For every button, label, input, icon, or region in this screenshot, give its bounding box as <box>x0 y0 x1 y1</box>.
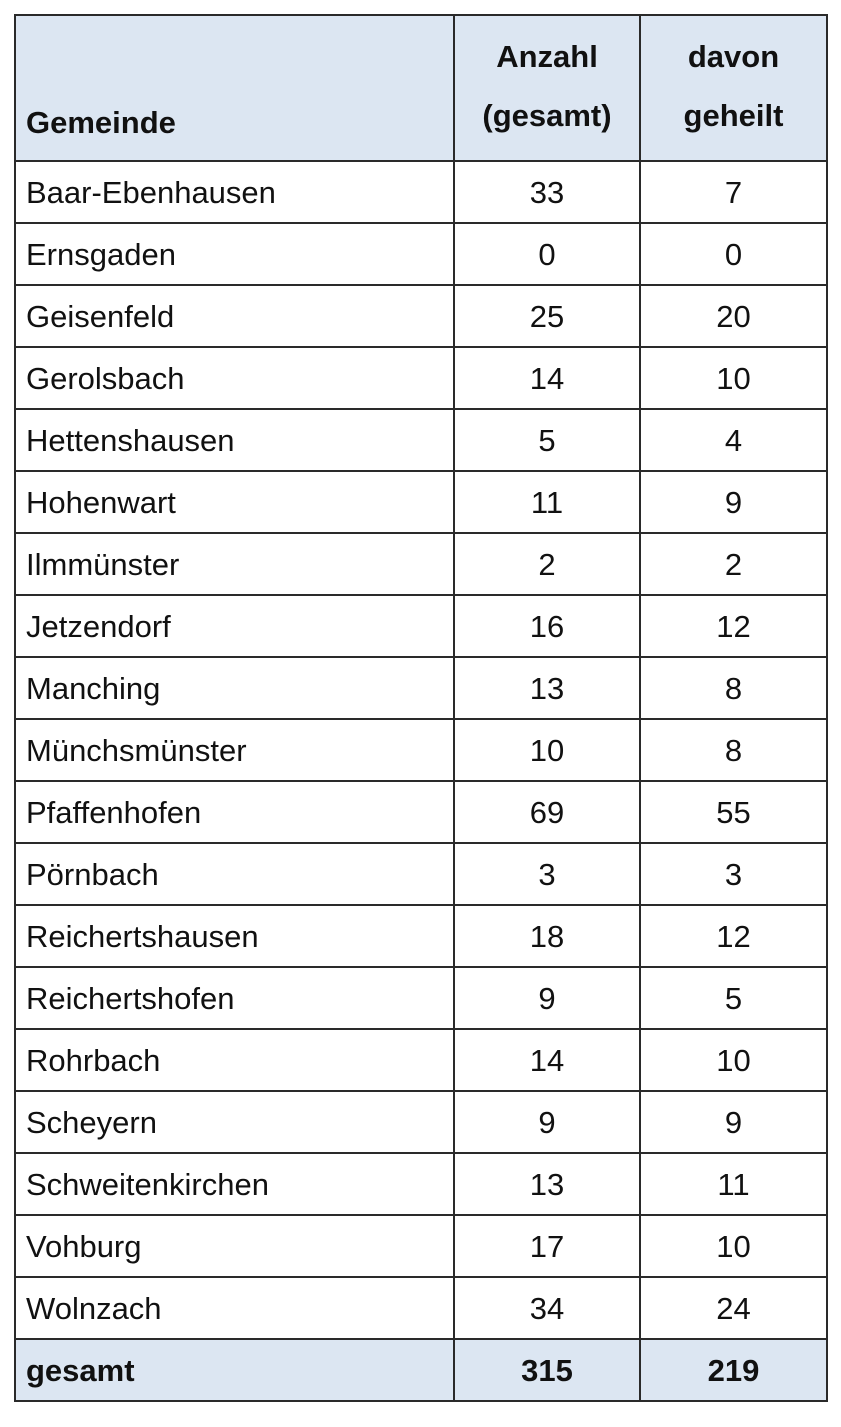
cell-geheilt: 24 <box>640 1277 827 1339</box>
table-row <box>15 843 827 905</box>
header-gemeinde: Gemeinde <box>15 15 454 161</box>
cell-gemeinde: Pfaffenhofen <box>15 781 454 843</box>
table-row <box>15 657 827 719</box>
cell-gemeinde: Ilmmünster <box>15 533 454 595</box>
table-container <box>14 14 828 1402</box>
cell-anzahl: 69 <box>454 781 640 843</box>
cell-geheilt: 8 <box>640 657 827 719</box>
cell-anzahl: 5 <box>454 409 640 471</box>
cell-anzahl: 13 <box>454 657 640 719</box>
cell-geheilt: 10 <box>640 1215 827 1277</box>
cell-gemeinde: Hohenwart <box>15 471 454 533</box>
cell-geheilt: 11 <box>640 1153 827 1215</box>
table-row <box>15 161 827 223</box>
total-row <box>15 1339 827 1401</box>
cell-gemeinde: Scheyern <box>15 1091 454 1153</box>
cell-gemeinde: Geisenfeld <box>15 285 454 347</box>
table-row <box>15 1091 827 1153</box>
cell-geheilt: 20 <box>640 285 827 347</box>
table-row <box>15 533 827 595</box>
header-anzahl-line1: Anzahl <box>496 39 598 75</box>
table-row <box>15 905 827 967</box>
cell-anzahl: 18 <box>454 905 640 967</box>
cell-geheilt: 9 <box>640 1091 827 1153</box>
cell-geheilt: 12 <box>640 595 827 657</box>
table-row <box>15 285 827 347</box>
cell-geheilt: 8 <box>640 719 827 781</box>
cell-anzahl: 25 <box>454 285 640 347</box>
cell-gemeinde: Reichertshofen <box>15 967 454 1029</box>
table-row <box>15 1215 827 1277</box>
cell-gemeinde: Manching <box>15 657 454 719</box>
header-geheilt <box>640 15 827 161</box>
cell-geheilt: 2 <box>640 533 827 595</box>
cell-geheilt: 5 <box>640 967 827 1029</box>
header-row <box>15 15 827 161</box>
cell-geheilt: 10 <box>640 1029 827 1091</box>
cell-anzahl: 16 <box>454 595 640 657</box>
cell-gemeinde: Schweitenkirchen <box>15 1153 454 1215</box>
cell-gemeinde: Rohrbach <box>15 1029 454 1091</box>
table-row <box>15 781 827 843</box>
table-row <box>15 1153 827 1215</box>
cell-anzahl: 9 <box>454 967 640 1029</box>
header-geheilt-line2: geheilt <box>683 98 784 134</box>
cell-gemeinde: Reichertshausen <box>15 905 454 967</box>
cell-geheilt: 10 <box>640 347 827 409</box>
cell-anzahl: 2 <box>454 533 640 595</box>
cell-anzahl: 3 <box>454 843 640 905</box>
table-row <box>15 1029 827 1091</box>
cell-geheilt: 7 <box>640 161 827 223</box>
cell-gemeinde: Gerolsbach <box>15 347 454 409</box>
table-row <box>15 719 827 781</box>
total-geheilt: 219 <box>640 1339 827 1401</box>
table-row <box>15 471 827 533</box>
cell-anzahl: 14 <box>454 1029 640 1091</box>
cases-table <box>14 14 828 1402</box>
cell-gemeinde: Wolnzach <box>15 1277 454 1339</box>
table-row <box>15 409 827 471</box>
cell-anzahl: 13 <box>454 1153 640 1215</box>
header-anzahl-line2: (gesamt) <box>482 98 612 134</box>
cell-anzahl: 17 <box>454 1215 640 1277</box>
table-row <box>15 595 827 657</box>
cell-gemeinde: Jetzendorf <box>15 595 454 657</box>
cell-geheilt: 4 <box>640 409 827 471</box>
cell-gemeinde: Ernsgaden <box>15 223 454 285</box>
total-anzahl: 315 <box>454 1339 640 1401</box>
table-row <box>15 1277 827 1339</box>
cell-gemeinde: Vohburg <box>15 1215 454 1277</box>
cell-anzahl: 0 <box>454 223 640 285</box>
cell-anzahl: 11 <box>454 471 640 533</box>
cell-geheilt: 0 <box>640 223 827 285</box>
cell-gemeinde: Pörnbach <box>15 843 454 905</box>
header-geheilt-line1: davon <box>687 39 780 75</box>
cell-gemeinde: Baar-Ebenhausen <box>15 161 454 223</box>
cell-geheilt: 9 <box>640 471 827 533</box>
header-anzahl <box>454 15 640 161</box>
cell-geheilt: 3 <box>640 843 827 905</box>
table-body <box>15 161 827 1339</box>
cell-anzahl: 10 <box>454 719 640 781</box>
cell-anzahl: 14 <box>454 347 640 409</box>
cell-anzahl: 9 <box>454 1091 640 1153</box>
cell-anzahl: 34 <box>454 1277 640 1339</box>
table-row <box>15 347 827 409</box>
cell-anzahl: 33 <box>454 161 640 223</box>
cell-geheilt: 55 <box>640 781 827 843</box>
total-label: gesamt <box>15 1339 454 1401</box>
table-row <box>15 967 827 1029</box>
cell-gemeinde: Hettenshausen <box>15 409 454 471</box>
cell-geheilt: 12 <box>640 905 827 967</box>
cell-gemeinde: Münchsmünster <box>15 719 454 781</box>
table-row <box>15 223 827 285</box>
